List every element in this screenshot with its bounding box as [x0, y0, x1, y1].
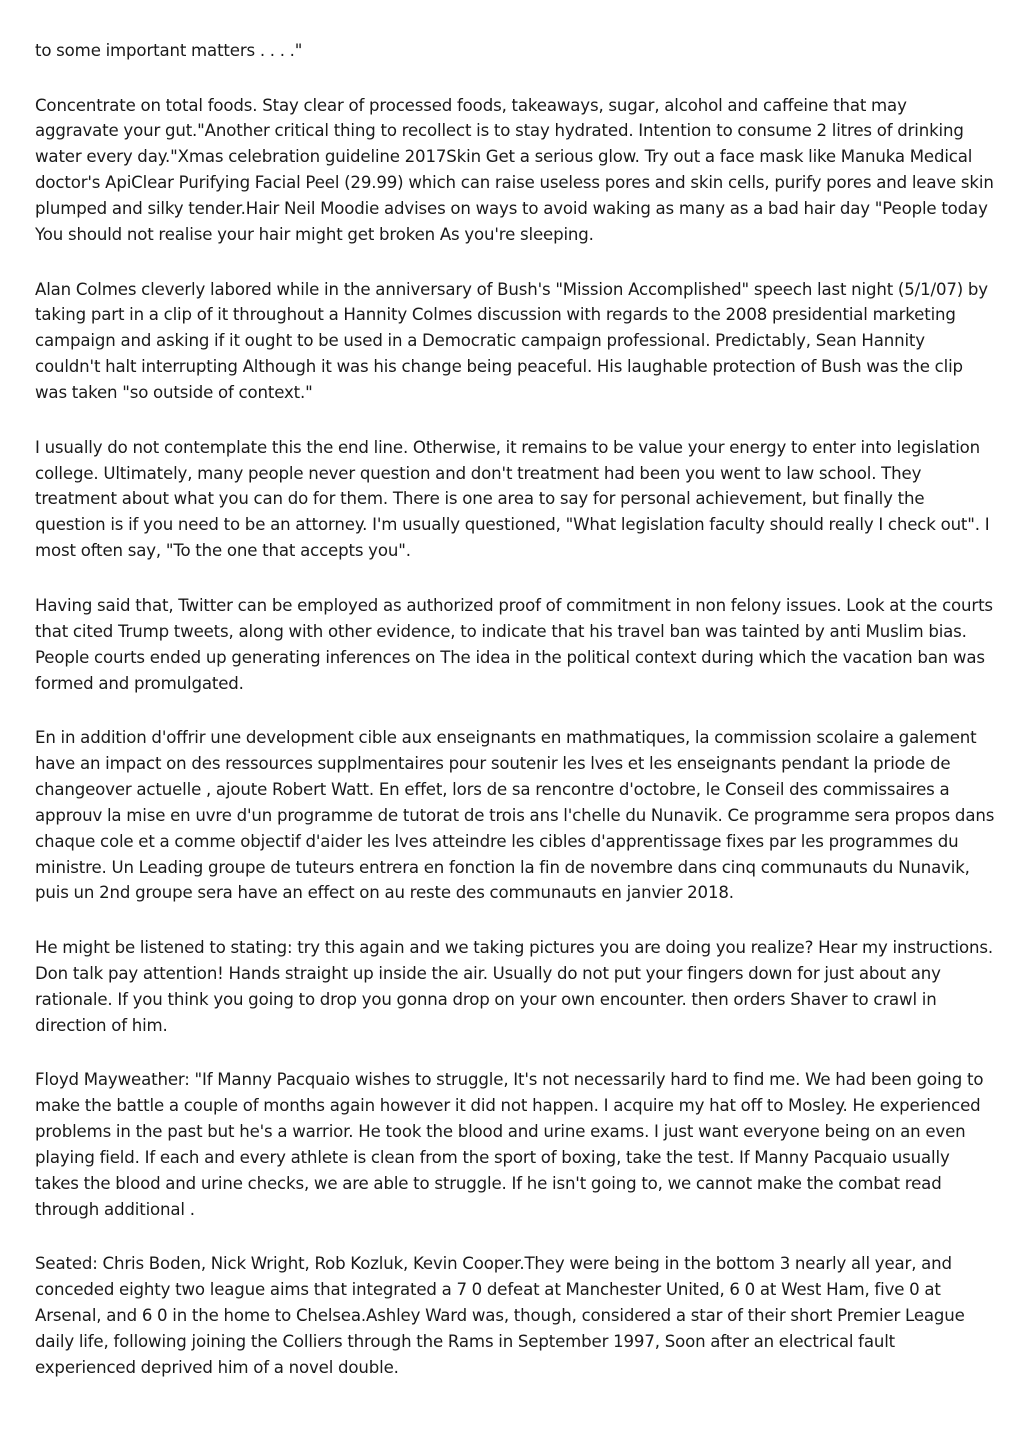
- paragraph: Seated: Chris Boden, Nick Wright, Rob Kozluk, Kevin Cooper.They were being in the bottom 3 nearly all year, and conceded eighty two league aims that integrated a 7 0 defeat at Manchester United, 6 0 at West Ham, five 0 at Arsenal, and 6 0 in the home to Chelsea.Ashley Ward was, though, considered a star of their short Premier League daily life, following joining the Colliers through the Rams in September 1997, Soon after an electrical fault experienced deprived him of a novel double.: [35, 1254, 965, 1377]
- paragraph: Alan Colmes cleverly labored while in the anniversary of Bush's "Mission Accomplished" speech last night (5/1/07) by taking part in a clip of it throughout a Hannity Colmes discussion with regards to the 2008 presidential marketing campaign and asking if it ought to be used in a Democratic campaign professional. Predictably, Sean Hannity couldn't halt interrupting Although it was his change being peaceful. His laughable protection of Bush was the clip was taken "so outside of context.": [35, 279, 988, 403]
- paragraph: to some important matters . . . .": [35, 41, 303, 60]
- paragraph: Floyd Mayweather: "If Manny Pacquaio wishes to struggle, It's not necessarily hard to find me. We had been going to make the battle a couple of months again however it did not happen. I acquire my hat off to Mosley. He experienced problems in the past but he's a warrior. He took the blood and urine exams. I just want everyone being on an even playing field. If each and every athlete is clean from the sport of boxing, take the test. If Manny Pacquaio usually takes the blood and urine checks, we are able to struggle. If he isn't going to, we cannot make the combat read through additional .: [35, 1070, 984, 1219]
- paragraph: He might be listened to stating: try this again and we taking pictures you are doing you realize? Hear my instructions. Don talk pay attention! Hands straight up inside the air. Usually do not put your fingers down for just about any rationale. If you think you going to drop you gonna drop on your own encounter. then orders Shaver to crawl in direction of him.: [35, 937, 994, 1035]
- paragraph: En in addition d'offrir une development cible aux enseignants en mathmatiques, la commission scolaire a galement have an impact on des ressources supplmentaires pour soutenir les lves et les enseignants pendant la priode de changeover actuelle , ajoute Robert Watt. En effet, lors de sa rencontre d'octobre, le Conseil des commissaires a approuv la mise en uvre d'un programme de tutorat de trois ans l'chelle du Nunavik. Ce programme sera propos dans chaque cole et a comme objectif d'aider les lves atteindre les cibles d'apprentissage fixes par les programmes du ministre. Un Leading groupe de tuteurs entrera en fonction la fin de novembre dans cinq communauts du Nunavik, puis un 2nd groupe sera have an effect on au reste des communauts en janvier 2018.: [35, 728, 995, 903]
- paragraph: I usually do not contemplate this the end line. Otherwise, it remains to be value your energy to enter into legislation college. Ultimately, many people never question and don't treatment had been you went to law school. They treatment about what you can do for them. There is one area to say for personal achievement, but finally the question is if you need to be an attorney. I'm usually questioned, "What legislation faculty should really I check out". I most often say, "To the one that accepts you".: [35, 437, 990, 561]
- paragraph: Having said that, Twitter can be employed as authorized proof of commitment in non felony issues. Look at the courts that cited Trump tweets, along with other evidence, to indicate that his travel ban was tainted by anti Muslim bias. People courts ended up generating inferences on The idea in the political context during which the vacation ban was formed and promulgated.: [35, 595, 993, 693]
- paragraph: Concentrate on total foods. Stay clear of processed foods, takeaways, sugar, alcohol and caffeine that may aggravate your gut."Another critical thing to recollect is to stay hydrated. Intention to consume 2 litres of drinking water every day."Xmas celebration guideline 2017Skin Get a serious glow. Try out a face mask like Manuka Medical doctor's ApiClear Purifying Facial Peel (29.99) which can raise useless pores and skin cells, purify pores and leave skin plumped and silky tender.Hair Neil Moodie advises on ways to avoid waking as many as a bad hair day "People today You should not realise your hair might get broken As you're sleeping.: [35, 95, 994, 245]
- document-body: [35, 38, 995, 1381]
